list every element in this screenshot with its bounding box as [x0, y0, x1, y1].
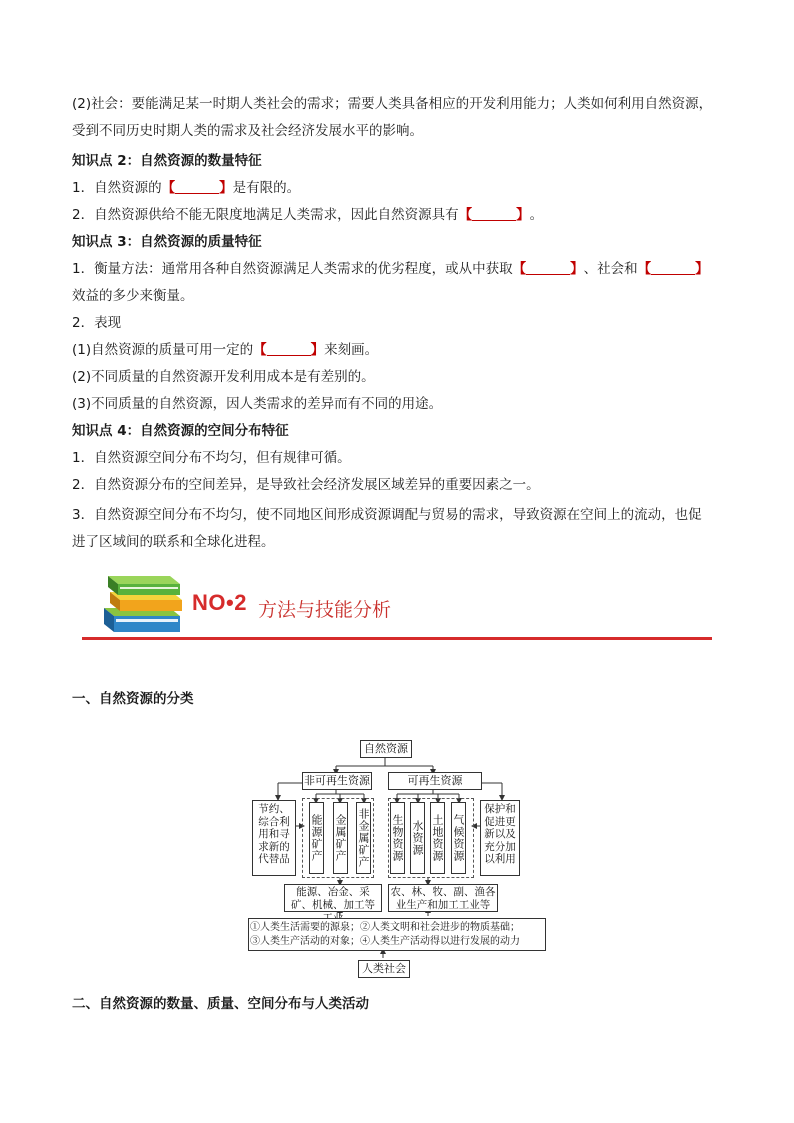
- node-climate-resources: 气候资源: [451, 802, 466, 874]
- kp2-item-1-text-b: 是有限的。: [232, 180, 301, 196]
- kp4-item-1: 1．自然资源空间分布不均匀，但有规律可循。: [72, 450, 351, 466]
- fill-blank[interactable]: 【 】: [458, 207, 530, 223]
- kp2-item-1: [72, 178, 732, 198]
- node-human-society: 人类社会: [358, 960, 410, 978]
- node-biological-resources: 生物资源: [390, 802, 405, 874]
- kp3-item-2: 2．表现: [72, 315, 122, 331]
- kp3-item-5: (3)不同质量的自然资源，因人类需求的差异而有不同的用途。: [72, 396, 443, 412]
- kp3-item-1: [72, 259, 732, 279]
- node-industry-nonrenewable: 能源、冶金、采矿、机械、加工等: [284, 884, 382, 912]
- kp4-item-2: 2．自然资源分布的空间差异，是导致社会经济发展区域差异的重要因素之一。: [72, 477, 540, 493]
- books-icon: [100, 568, 190, 636]
- fill-blank[interactable]: 【 】: [512, 261, 584, 277]
- knowledge-point-4-title: 知识点 4：自然资源的空间分布特征: [72, 423, 289, 439]
- node-renewable-strategy: 保护和促进更新以及充分加以利用: [480, 800, 520, 876]
- node-nonmetal-minerals: 非金属矿产: [356, 802, 371, 874]
- paragraph-society-line1: (2)社会：要能满足某一时期人类社会的需求；需要人类具备相应的开发利用能力；人类如何利用自然资源，: [72, 96, 713, 112]
- kp3-item-4: (2)不同质量的自然资源开发利用成本是有差别的。: [72, 369, 375, 385]
- node-nonrenewable-strategy: 节约、综合利用和寻求新的代替品: [252, 800, 296, 876]
- kp3-item-1-text-b: 、社会和: [583, 261, 638, 277]
- kp4-item-3-line1: 3．自然资源空间分布不均匀，使不同地区间形成资源调配与贸易的需求，导致资源在空间上的流动，也促: [72, 507, 702, 523]
- banner-title: 方法与技能分析: [258, 599, 392, 621]
- resource-classification-diagram: [248, 738, 548, 980]
- fill-blank[interactable]: 【 】: [161, 180, 233, 196]
- kp2-item-2-text-b: 。: [529, 207, 544, 223]
- society-roles-line-1: ①人类生活需要的源泉；②人类文明和社会进步的物质基础；: [250, 922, 520, 933]
- section-banner: [100, 568, 712, 642]
- node-water-resources: 水资源: [410, 802, 425, 874]
- kp3-item-3-text-a: (1)自然资源的质量可用一定的: [72, 342, 254, 358]
- society-roles-line-2: ③人类生产活动的对象；④人类生产活动得以进行发展的动力: [250, 936, 520, 947]
- node-natural-resources: 自然资源: [360, 740, 412, 758]
- section-2-heading: 二、自然资源的数量、质量、空间分布与人类活动: [72, 996, 369, 1012]
- kp4-item-3-line2: 进了区域间的联系和全球化进程。: [72, 534, 275, 550]
- kp3-item-3: [72, 340, 732, 360]
- banner-rule: [82, 637, 712, 640]
- node-land-resources: 土地资源: [430, 802, 445, 874]
- node-industry-renewable: 农、林、牧、副、渔各业生产和加工工业等: [388, 884, 498, 912]
- kp3-item-1-cont: 效益的多少来衡量。: [72, 288, 194, 304]
- knowledge-point-2-title: 知识点 2：自然资源的数量特征: [72, 153, 262, 169]
- kp2-item-2-text-a: 2．自然资源供给不能无限度地满足人类需求，因此自然资源具有: [72, 207, 459, 223]
- node-society-roles: [248, 918, 546, 951]
- kp2-item-2: [72, 205, 732, 225]
- node-energy-minerals: 能源矿产: [309, 802, 324, 874]
- node-renewable: 可再生资源: [388, 772, 482, 790]
- node-metal-minerals: 金属矿产: [333, 802, 348, 874]
- knowledge-point-3-title: 知识点 3：自然资源的质量特征: [72, 234, 262, 250]
- fill-blank[interactable]: 【 】: [253, 342, 325, 358]
- kp3-item-1-text-a: 1．衡量方法：通常用各种自然资源满足人类需求的优劣程度，或从中获取: [72, 261, 513, 277]
- fill-blank[interactable]: 【 】: [637, 261, 709, 277]
- banner-number: NO•2: [192, 590, 247, 615]
- kp2-item-1-text-a: 1．自然资源的: [72, 180, 162, 196]
- kp3-item-3-text-b: 来刻画。: [324, 342, 379, 358]
- paragraph-society-line2: 受到不同历史时期人类的需求及社会经济发展水平的影响。: [72, 123, 423, 139]
- section-1-heading: 一、自然资源的分类: [72, 691, 194, 707]
- node-nonrenewable: 非可再生资源: [302, 772, 372, 790]
